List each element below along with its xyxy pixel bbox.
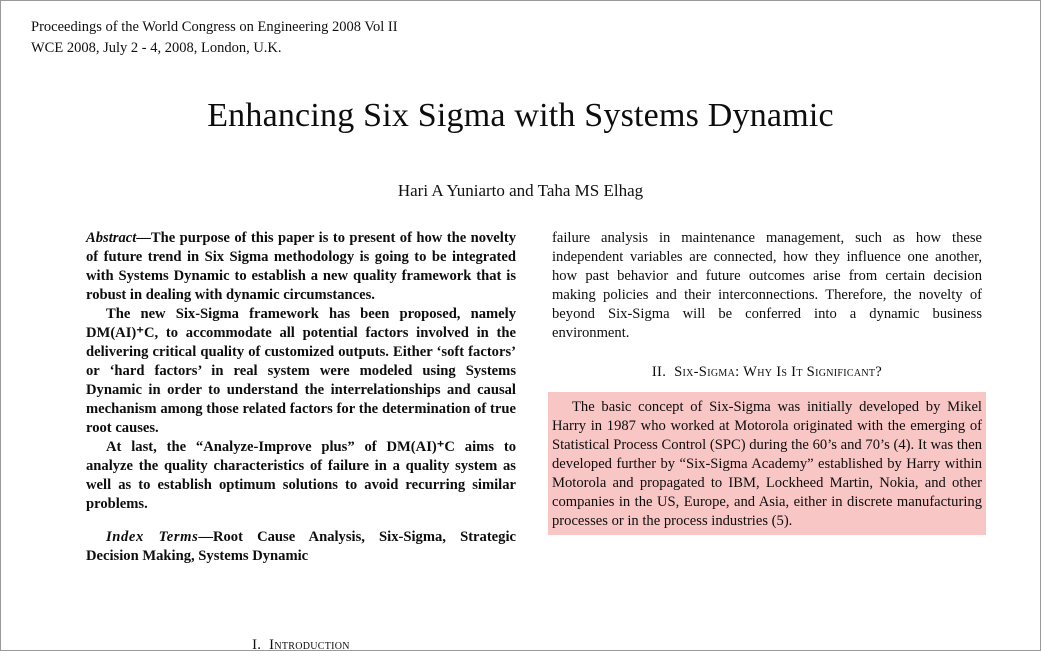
left-column	[86, 229, 516, 565]
proceedings-header-line2: WCE 2008, July 2 - 4, 2008, London, U.K.	[31, 39, 282, 56]
proceedings-header	[31, 17, 398, 58]
abstract-label: Abstract	[86, 230, 137, 246]
abstract-paragraph-1	[86, 229, 516, 305]
abstract-paragraph-2: The new Six-Sigma framework has been proposed, namely DM(AI)⁺C, to accommodate all potential factors involved in the delivering critical quality of customized outputs. Either ‘soft factors’ or ‘hard factors’ in real system were modeled using Systems Dynamic in order to understand the interrelationships and causal mechanism among those related factors for the determination of true root causes.	[86, 305, 516, 436]
abstract-text-1: —The purpose of this paper is to present of how the novelty of future trend in Six Sigma methodology is going to be integrated with Systems Dynamic to establish a new quality framework that is robust in dealing with dynamic circumstances.	[86, 230, 516, 303]
page-title: Enhancing Six Sigma with Systems Dynamic	[207, 97, 834, 134]
proceedings-header-line1: Proceedings of the World Congress on Engineering 2008 Vol II	[31, 19, 398, 35]
index-terms-paragraph	[86, 528, 516, 566]
abstract-paragraph-3: At last, the “Analyze-Improve plus” of DM(AI)⁺C aims to analyze the quality characteristics of failure in a quality system as well as to establish optimum solutions to avoid recurring similar problems.	[86, 438, 516, 512]
two-column-body	[1, 229, 1041, 651]
right-column	[552, 229, 982, 535]
section-ii-title: Six-Sigma: Why Is It Significant?	[674, 363, 883, 380]
index-terms-label: Index Terms	[106, 528, 199, 545]
highlighted-paragraph: The basic concept of Six-Sigma was initially developed by Mikel Harry in 1987 who worked at Motorola originated with the emerging of Statistical Process Control (SPC) during the 60’s and 70’s (4). It was then developed further by “Six-Sigma Academy” established by Harry within Motorola and propagated to IBM, Lockheed Martin, Nokia, and other companies in the US, Europe, and Asia, either in discrete manufacturing processes or in the process industries (5).	[552, 398, 982, 529]
section-heading-i	[86, 637, 516, 651]
right-column-continued-paragraph: failure analysis in maintenance management, such as how these independent variables are connected, how they influence one another, how past behavior and future outcomes arise from certain decision making policies and their interconnections. Therefore, the novelty of beyond Six-Sigma will be conferred into a dynamic business environment.	[552, 230, 982, 341]
highlighted-text-block	[548, 392, 986, 535]
index-terms-text: —Root Cause Analysis, Six-Sigma, Strategic Decision Making, Systems Dynamic	[86, 528, 516, 564]
section-i-title: Introduction	[269, 637, 350, 651]
section-heading-ii	[552, 363, 982, 382]
section-ii-number: II.	[651, 363, 667, 380]
authors-line: Hari A Yuniarto and Taha MS Elhag	[397, 181, 644, 200]
section-i-number: I.	[252, 637, 262, 651]
